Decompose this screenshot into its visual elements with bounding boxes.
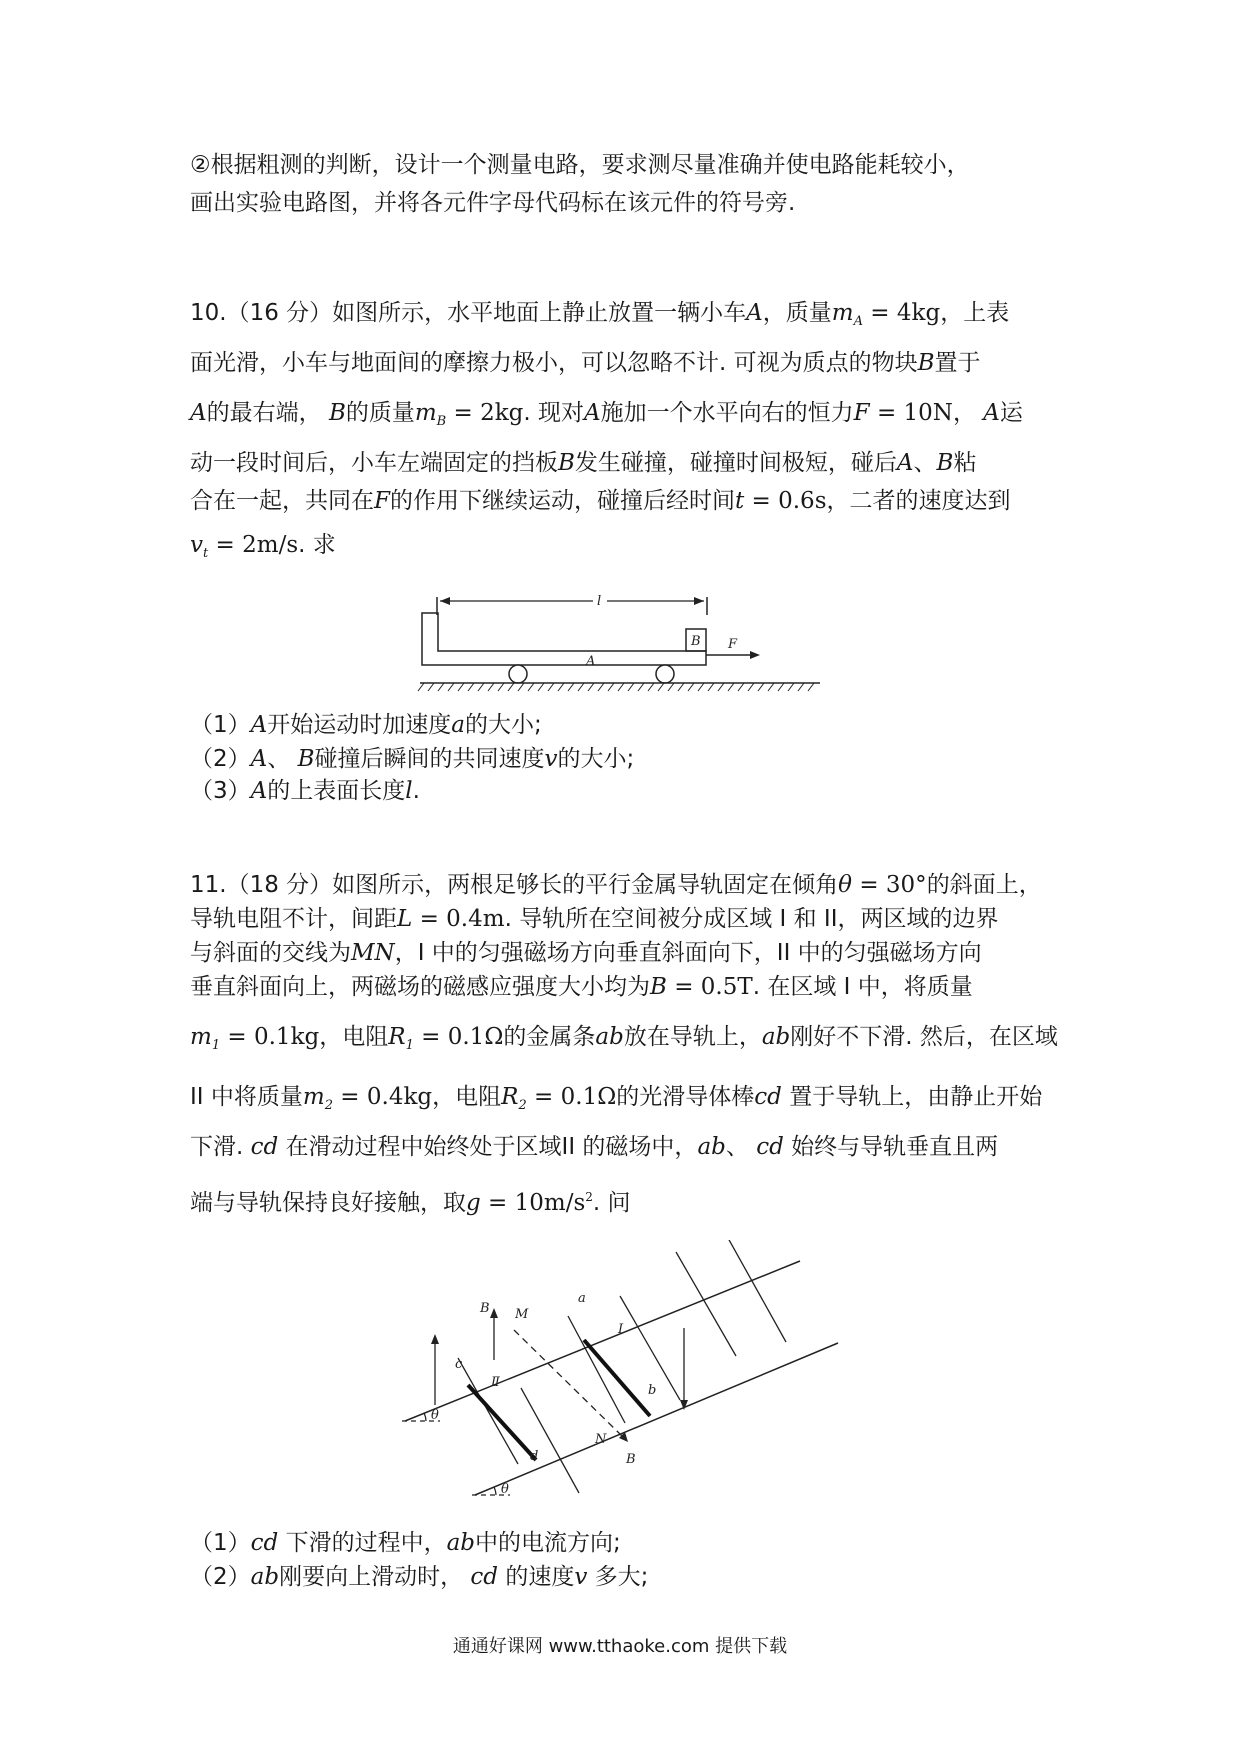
region-label-ii: Ⅱ [491, 1375, 500, 1390]
cart-label-a: A [586, 654, 596, 669]
rails-figure [400, 1240, 860, 1510]
region-label-i: I [618, 1322, 624, 1337]
q11-line-4: 垂直斜面向上，两磁场的磁感应强度大小均为B = 0.5T. 在区域 I 中，将质量 [190, 974, 973, 1000]
field-label-b-down: B [626, 1452, 636, 1467]
q11-line-1: 11.（18 分）如图所示，两根足够长的平行金属导轨固定在倾角θ = 30°的斜面上， [190, 872, 1042, 898]
cart-figure [410, 585, 830, 700]
q11-line-7: 下滑. cd 在滑动过程中始终处于区域II 的磁场中，ab、 cd 始终与导轨垂直且两 [190, 1134, 999, 1160]
angle-label-upper: θ [431, 1408, 439, 1423]
q11-line-2: 导轨电阻不计，间距L = 0.4m. 导轨所在空间被分成区域 I 和 II，两区域的边界 [190, 906, 999, 932]
rod-label-a: a [578, 1291, 586, 1306]
block-label-b: B [691, 634, 701, 649]
q10-line-4: 动一段时间后，小车左端固定的挡板B发生碰撞，碰撞时间极短，碰后A、B粘 [190, 450, 977, 476]
q11-line-6: II 中将质量$m_2 = 0.4kg$，电阻$R_2 = 0.1\Omega$的光滑导体棒cd 置于导轨上，由静止开始 [190, 1084, 1043, 1113]
q11-sub-2: （2）ab刚要向上滑动时， cd 的速度v 多大; [190, 1564, 649, 1590]
force-label-f: F [728, 637, 738, 652]
q10-sub-1: （1）A开始运动时加速度a的大小; [190, 712, 542, 738]
rod-label-d: d [530, 1449, 539, 1464]
rod-label-c: c [455, 1357, 463, 1372]
q10-line-2: 面光滑，小车与地面间的摩擦力极小，可以忽略不计. 可视为质点的物块B置于 [190, 350, 981, 376]
q11-sub-1: （1）cd 下滑的过程中，ab中的电流方向; [190, 1530, 621, 1556]
angle-label-lower: θ [501, 1482, 509, 1497]
part2-line-1: ②根据粗测的判断，设计一个测量电路，要求测尽量准确并使电路能耗较小， [190, 152, 970, 178]
q10-line-6: $v_t = 2m/s$. 求 [190, 532, 336, 561]
q10-line-1: 10.（16 分）如图所示，水平地面上静止放置一辆小车A，质量$m_A = 4kg$，上表 [190, 300, 1010, 329]
q10-line-3: A的最右端， B的质量$m_B = 2kg$. 现对A施加一个水平向右的恒力F = 10N， A运 [190, 400, 1023, 429]
q11-line-8: 端与导轨保持良好接触，取$g = 10m/s^2$. 问 [190, 1190, 631, 1216]
boundary-label-n: N [595, 1432, 607, 1447]
q11-line-5: $m_1 = 0.1kg$，电阻$R_1 = 0.1\Omega$的金属条ab放在导轨上，ab刚好不下滑. 然后，在区域 [190, 1024, 1058, 1053]
q10-sub-2: （2）A、 B碰撞后瞬间的共同速度v的大小; [190, 746, 635, 772]
field-label-b-up: B [480, 1301, 490, 1316]
q10-line-5: 合在一起，共同在F的作用下继续运动，碰撞后经时间t = 0.6s，二者的速度达到 [190, 488, 1011, 514]
rod-label-b: b [648, 1383, 657, 1398]
page-footer: 通通好课网 www.tthaoke.com 提供下载 [452, 1636, 788, 1657]
q11-line-3: 与斜面的交线为MN，I 中的匀强磁场方向垂直斜面向下，II 中的匀强磁场方向 [190, 940, 982, 966]
part2-line-2: 画出实验电路图，并将各元件字母代码标在该元件的符号旁. [190, 190, 796, 216]
cart-length-label: l [597, 594, 602, 609]
q10-sub-3: （3）A的上表面长度l. [190, 778, 420, 804]
boundary-label-m: M [515, 1307, 529, 1322]
